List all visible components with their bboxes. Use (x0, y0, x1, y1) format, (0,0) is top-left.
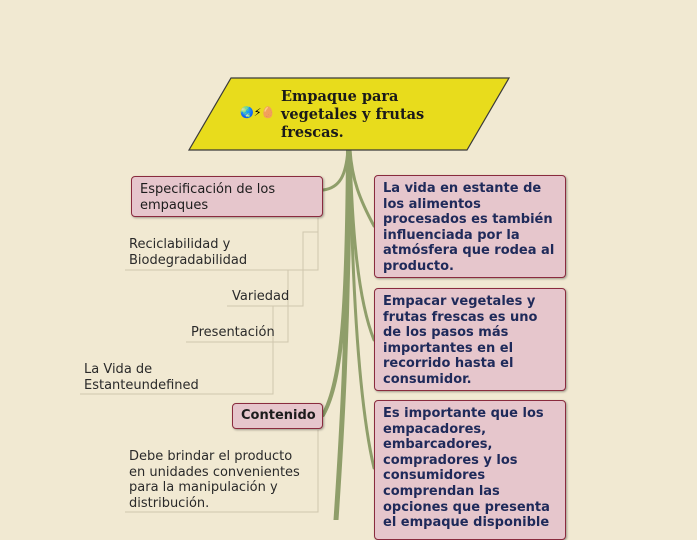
leaf-vida-estante[interactable]: La Vida de Estanteundefined (84, 362, 199, 393)
node-contenido[interactable]: Contenido (232, 403, 323, 429)
leaf-variedad[interactable]: Variedad (232, 289, 290, 304)
root-title[interactable]: Empaque para vegetales y frutas frescas. (281, 88, 425, 141)
leaf-presentacion[interactable]: Presentación (191, 325, 275, 340)
note-empacar[interactable]: Empacar vegetales y frutas frescas es uno de los pasos más importantes en el recorrido hasta el consumidor. (374, 288, 566, 391)
node-especificacion[interactable]: Especificación de los empaques (131, 176, 323, 217)
note-vida-estante[interactable]: La vida en estante de los alimentos procesados es también influenciada por la atmósfera que rodea al producto. (374, 175, 566, 278)
root-icons: 🌏⚡🥚 (240, 106, 276, 119)
leaf-reciclabilidad[interactable]: Reciclabilidad y Biodegradabilidad (129, 237, 248, 268)
branch-especificacion (323, 150, 348, 190)
note-importante[interactable]: Es importante que los empacadores, embarcadores, compradores y los consumidores comprendan las opciones que presenta el empaque disponible (374, 400, 566, 540)
leaf-debe-brindar[interactable]: Debe brindar el producto en unidades convenientes para la manipulación y distribución. (129, 449, 300, 511)
